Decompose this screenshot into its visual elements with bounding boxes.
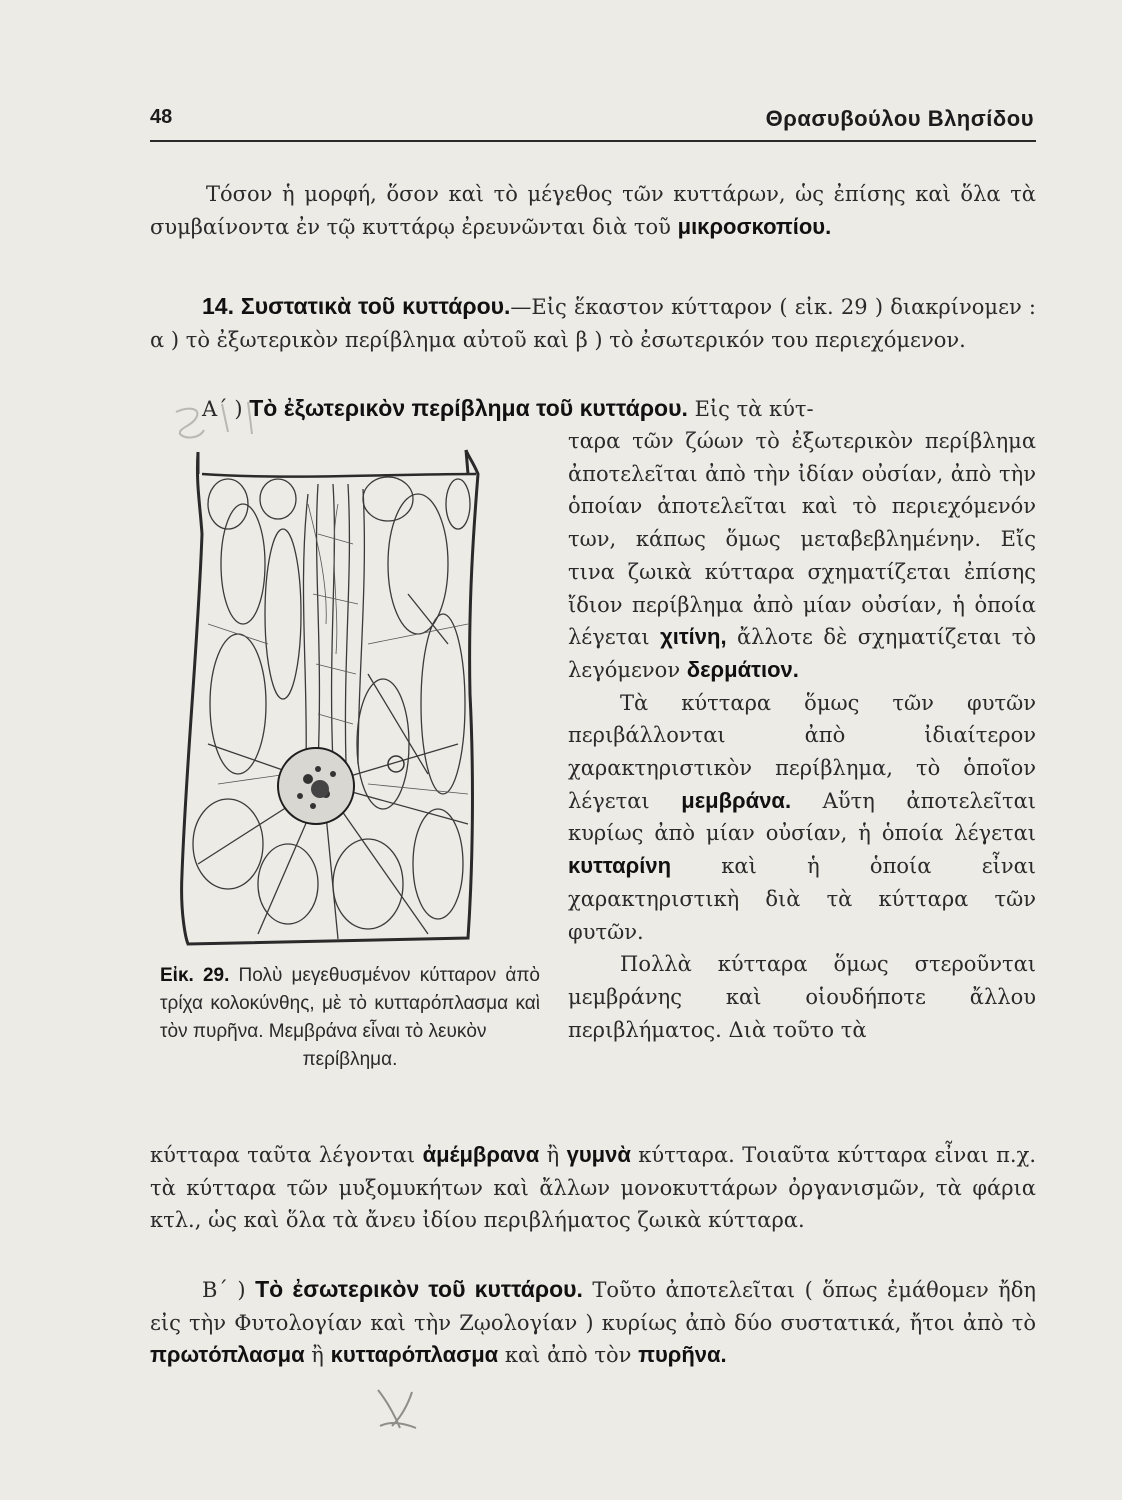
cell-illustration	[168, 444, 498, 956]
header-rule	[150, 140, 1036, 142]
section-a-heading-line	[150, 392, 1036, 426]
pencil-mark-check-icon	[368, 1380, 428, 1440]
section-b-text-c: ἢ	[304, 1343, 331, 1368]
p1-text-a: ταρα τῶν ζώων τὸ ἐξωτερικὸν περίβλημα ἀποτελεῖται ἀπὸ τὴν ἰδίαν οὐσίαν, ἀπὸ τὴν ὁποίαν ἀποτελεῖται καὶ τὸ περιεχόμενόν των, κάπως ὅμως μεταβεβλημένην. Εἴς τινα ζωικὰ κύτταρα σχηματίζεται ἐπίσης ἴδιον περίβλημα ἀπὸ μίαν οὐσίαν, ἡ ὁποία λέγεται	[568, 429, 1036, 650]
term-kyttaroplasma: κυτταρόπλασμα	[330, 1342, 499, 1368]
p2-text-d: καὶ ἡ ὁποία εἶναι χαρακτηριστικὴ διὰ τὰ κύτταρα τῶν φυτῶν.	[568, 854, 1036, 944]
p1-text-c: ἄλλοτε δὲ σχηματίζεται τὸ λεγόμενον	[568, 625, 1036, 682]
p2-text-a: Τὰ κύτταρα ὅμως τῶν φυτῶν περιβάλλονται ἀπὸ ἰδιαίτερον χαρακτηριστικὸν περίβλημα, τὸ ὁποῖον λέγεται	[568, 690, 1036, 813]
section-b-label: Β΄ )	[202, 1278, 256, 1302]
section-14-paragraph	[150, 290, 1036, 356]
section-a-paragraph-2	[568, 687, 1036, 949]
running-header-author: Θρασυβούλου Βλησίδου	[765, 106, 1034, 131]
right-column-text	[568, 425, 1036, 1046]
p3-text-a: Πολλὰ κύτταρα ὅμως στεροῦνται μεμβράνης καὶ οἱουδήποτε ἄλλου περιβλήματος. Διὰ τοῦτο τὰ	[568, 952, 1036, 1042]
section-a-lead: Εἰς τὰ κύτ-	[687, 397, 814, 421]
section-a-paragraph-1	[568, 425, 1036, 687]
p3-text-b: κύτταρα ταῦτα λέγονται	[150, 1143, 423, 1167]
term-membrana: μεμβράνα.	[681, 787, 792, 813]
term-kyttarini: κυτταρίνη	[568, 853, 672, 879]
p3-text-c: ἢ	[539, 1143, 567, 1167]
pencil-mark-b-icon	[168, 392, 278, 452]
term-dermation: δερμάτιον.	[686, 656, 799, 682]
section-a-heading: Τὸ ἐξωτερικὸν περίβλημα τοῦ κυττάρου.	[249, 395, 688, 421]
section-a-paragraph-3-cont	[150, 1139, 1036, 1237]
section-a-paragraph-3-start	[568, 948, 1036, 1046]
section-b-text-d: καὶ ἀπὸ τὸν	[498, 1343, 639, 1368]
section-a-label: Α΄ )	[202, 397, 250, 421]
section-14-heading: 14. Συστατικὰ τοῦ κυττάρου.	[202, 293, 511, 319]
figure-caption-text: Πολὺ μεγεθυσμένον κύτταρον ἀπὸ τρίχα κολοκύνθης, μὲ τὸ κυτταρόπλασμα καὶ τὸν πυρῆνα. Μεμβράνα εἶναι τὸ λευκὸν	[160, 965, 540, 1042]
figure-label: Εἰκ. 29.	[160, 965, 230, 986]
section-b-paragraph	[150, 1273, 1036, 1372]
term-amemvrana: ἀμέμβρανα	[422, 1142, 540, 1167]
section-b-heading: Τὸ ἐσωτερικὸν τοῦ κυττάρου.	[255, 1276, 583, 1302]
intro-paragraph	[150, 178, 1036, 243]
figure-caption-last-line: περίβλημα.	[302, 1049, 398, 1070]
intro-bold-term: μικροσκοπίου.	[677, 213, 832, 239]
section-b-text-a: Τοῦτο ἀποτελεῖται ( ὅπως ἐμάθομεν ἤδη εἰς τὴν Φυτολογίαν καὶ τὴν Ζῳολογίαν ) κυρίως ἀπὸ δύο συστατικά, ἤτοι ἀπὸ τὸ	[150, 1278, 1036, 1335]
term-protoplasma: πρωτόπλασμα	[150, 1342, 305, 1368]
term-chitini: χιτίνη,	[660, 624, 727, 650]
page-number: 48	[150, 106, 173, 128]
figure-caption	[160, 962, 540, 1074]
p2-text-c: Αὕτη ἀποτελεῖται κυρίως ἀπὸ μίαν οὐσίαν, ἡ ὁποία λέγεται	[568, 788, 1036, 846]
section-14-text: —Εἰς ἕκαστον κύτταρον ( εἰκ. 29 ) διακρίνομεν : α ) τὸ ἐξωτερικὸν περίβλημα αὐτοῦ καὶ β ) τὸ ἐσωτερικόν του περιεχόμενον.	[150, 295, 1036, 352]
intro-text: Τόσον ἡ μορφή, ὅσον καὶ τὸ μέγεθος τῶν κυττάρων, ὡς ἐπίσης καὶ ὅλα τὰ συμβαίνοντα ἐν τῷ κυττάρῳ ἐρευνῶνται διὰ τοῦ	[150, 182, 1036, 239]
p3-text-d: κύτταρα. Τοιαῦτα κύτταρα εἶναι π.χ. τὰ κύτταρα τῶν μυξομυκήτων καὶ ἄλλων μονοκυττάρων ὀργανισμῶν, τὰ φάρια κτλ., ὡς καὶ ὅλα τὰ ἄνευ ἰδίου περιβλήματος ζωικὰ κύτταρα.	[150, 1143, 1037, 1233]
term-gymna: γυμνὰ	[566, 1142, 631, 1167]
term-pyrina: πυρῆνα.	[638, 1342, 727, 1368]
